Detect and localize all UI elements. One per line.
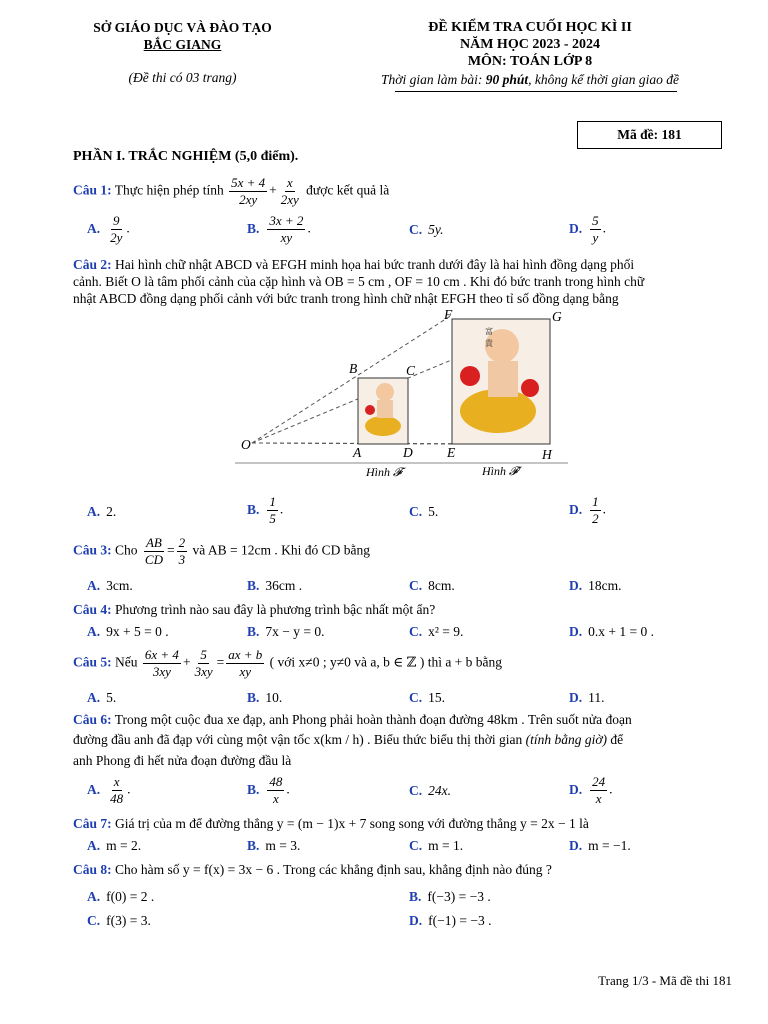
exam-time: Thời gian làm bài: 90 phút, không kể thời gian giao đề (381, 72, 679, 87)
q4-option-a[interactable]: A. 9x + 5 = 0 . (87, 624, 169, 639)
question-2-line1: Câu 2: Hai hình chữ nhật ABCD và EFGH minh họa hai bức tranh dưới đây là hai hình đồng dạng phối (73, 257, 635, 272)
school-year: NĂM HỌC 2023 - 2024 (460, 37, 600, 52)
header-underline (395, 91, 677, 92)
q1-option-a[interactable]: A. $\frac{9}{2y}$ . (87, 213, 130, 245)
q8-option-c[interactable]: C. f(3) = 3. (87, 913, 151, 928)
q1-option-b[interactable]: B. $\frac{3x + 2}{xy}$ . (247, 213, 311, 245)
q4-option-b[interactable]: B. 7x − y = 0. (247, 624, 325, 639)
q4-option-d[interactable]: D. 0.x + 1 = 0 . (569, 624, 654, 639)
question-5: Câu 5: Nếu $\frac{6x + 4}{3xy}$ + $\frac{5}{3xy}$ = $\frac{ax + b}{xy}$ ( với x≠0 ; y≠0 và a, b ∈ ℤ ) thì a + b bằng (73, 647, 503, 679)
exam-title: ĐỀ KIỂM TRA CUỐI HỌC KÌ II (428, 20, 632, 35)
q4-option-c[interactable]: C. x² = 9. (409, 624, 464, 639)
section-title: PHẦN I. TRẮC NGHIỆM (5,0 điểm). (73, 149, 299, 164)
question-4: Câu 4: Phương trình nào sau đây là phương trình bậc nhất một ẩn? (73, 602, 436, 617)
svg-text:貴: 貴 (485, 339, 493, 348)
point-b: B (349, 361, 358, 376)
q8-option-a[interactable]: A. f(0) = 2 . (87, 889, 155, 904)
q5-option-b[interactable]: B. 10. (247, 690, 283, 705)
exam-code-box: Mã đề: 181 (577, 121, 722, 149)
figure-label-1: Hình 𝓕 (366, 465, 402, 479)
point-c: C (406, 363, 416, 378)
subject: MÔN: TOÁN LỚP 8 (467, 54, 593, 69)
q6-option-a[interactable]: A. $\frac{x}{48}$ . (87, 774, 131, 806)
question-3: Câu 3: Cho $\frac{AB}{CD}$ = $\frac{2}{3}$ và AB = 12cm . Khi đó CD bằng (73, 535, 370, 567)
q5-option-a[interactable]: A. 5. (87, 690, 117, 705)
q6-option-d[interactable]: D. $\frac{24}{x}$ . (569, 774, 613, 806)
question-8: Câu 8: Cho hàm số y = f(x) = 3x − 6 . Trong các khẳng định sau, khẳng định nào đúng ? (73, 862, 552, 877)
q2-option-c[interactable]: C. 5. (409, 504, 439, 519)
q6-option-b[interactable]: B. $\frac{48}{x}$ . (247, 774, 290, 806)
point-f: F (444, 307, 453, 322)
point-a: A (353, 445, 362, 460)
q7-option-c[interactable]: C. m = 1. (409, 838, 464, 853)
q2-option-d[interactable]: D. $\frac{1}{2}$ . (569, 494, 606, 526)
q8-option-d[interactable]: D. f(−1) = −3 . (409, 913, 492, 928)
q6-option-c[interactable]: C. 24x. (409, 783, 451, 798)
q8-option-b[interactable]: B. f(−3) = −3 . (409, 889, 491, 904)
q2-option-b[interactable]: B. $\frac{1}{5}$ . (247, 494, 284, 526)
q7-option-b[interactable]: B. m = 3. (247, 838, 301, 853)
q1-option-c[interactable]: C. 5y. (409, 222, 444, 237)
point-e: E (447, 445, 456, 460)
q5-option-d[interactable]: D. 11. (569, 690, 605, 705)
question-6-line3: anh Phong đi hết nửa đoạn đường đầu là (73, 753, 292, 768)
svg-text:富: 富 (485, 327, 493, 336)
q3-option-c[interactable]: C. 8cm. (409, 578, 455, 593)
point-g: G (552, 309, 562, 324)
point-h: H (542, 447, 552, 462)
q3-option-a[interactable]: A. 3cm. (87, 578, 133, 593)
q5-option-c[interactable]: C. 15. (409, 690, 445, 705)
q2-option-a[interactable]: A. 2. (87, 504, 117, 519)
point-d: D (403, 445, 413, 460)
q3-option-b[interactable]: B. 36cm . (247, 578, 303, 593)
q7-option-d[interactable]: D. m = −1. (569, 838, 631, 853)
page-count-note: (Đề thi có 03 trang) (128, 70, 237, 85)
dept-name: SỞ GIÁO DỤC VÀ ĐÀO TẠO (93, 20, 272, 35)
question-2-line2: cảnh. Biết O là tâm phối cảnh của cặp hình và OB = 5 cm , OF = 10 cm . Khi đó bức tranh trong hình chữ (73, 274, 645, 289)
figure-label-2: Hình 𝓕' (482, 464, 521, 478)
page-footer: Trang 1/3 - Mã đề thi 181 (598, 973, 732, 988)
q1-option-d[interactable]: D. $\frac{5}{y}$ . (569, 213, 606, 245)
question-7: Câu 7: Giá trị của m để đường thẳng y = (m − 1)x + 7 song song với đường thẳng y = 2x − 1 là (73, 816, 589, 831)
question-6-line2: đường đầu anh đã đạp với cùng một vận tốc x(km / h) . Biểu thức biểu thị thời gian (tính bằng giờ) để (73, 732, 624, 747)
question-1: Câu 1: Thực hiện phép tính $\frac{5x + 4}{2xy}$ + $\frac{x}{2xy}$ được kết quả là (73, 175, 390, 207)
question-6-line1: Câu 6: Trong một cuộc đua xe đạp, anh Phong phải hoàn thành đoạn đường 48km . Trên suốt nửa đoạn (73, 712, 632, 727)
q7-option-a[interactable]: A. m = 2. (87, 838, 142, 853)
province-name: BẮC GIANG (143, 37, 222, 52)
question-2-line3: nhật ABCD đồng dạng phối cảnh với bức tranh trong hình chữ nhật EFGH theo tỉ số đồng dạng bằng (73, 291, 619, 306)
point-o: O (241, 437, 251, 452)
q3-option-d[interactable]: D. 18cm. (569, 578, 622, 593)
